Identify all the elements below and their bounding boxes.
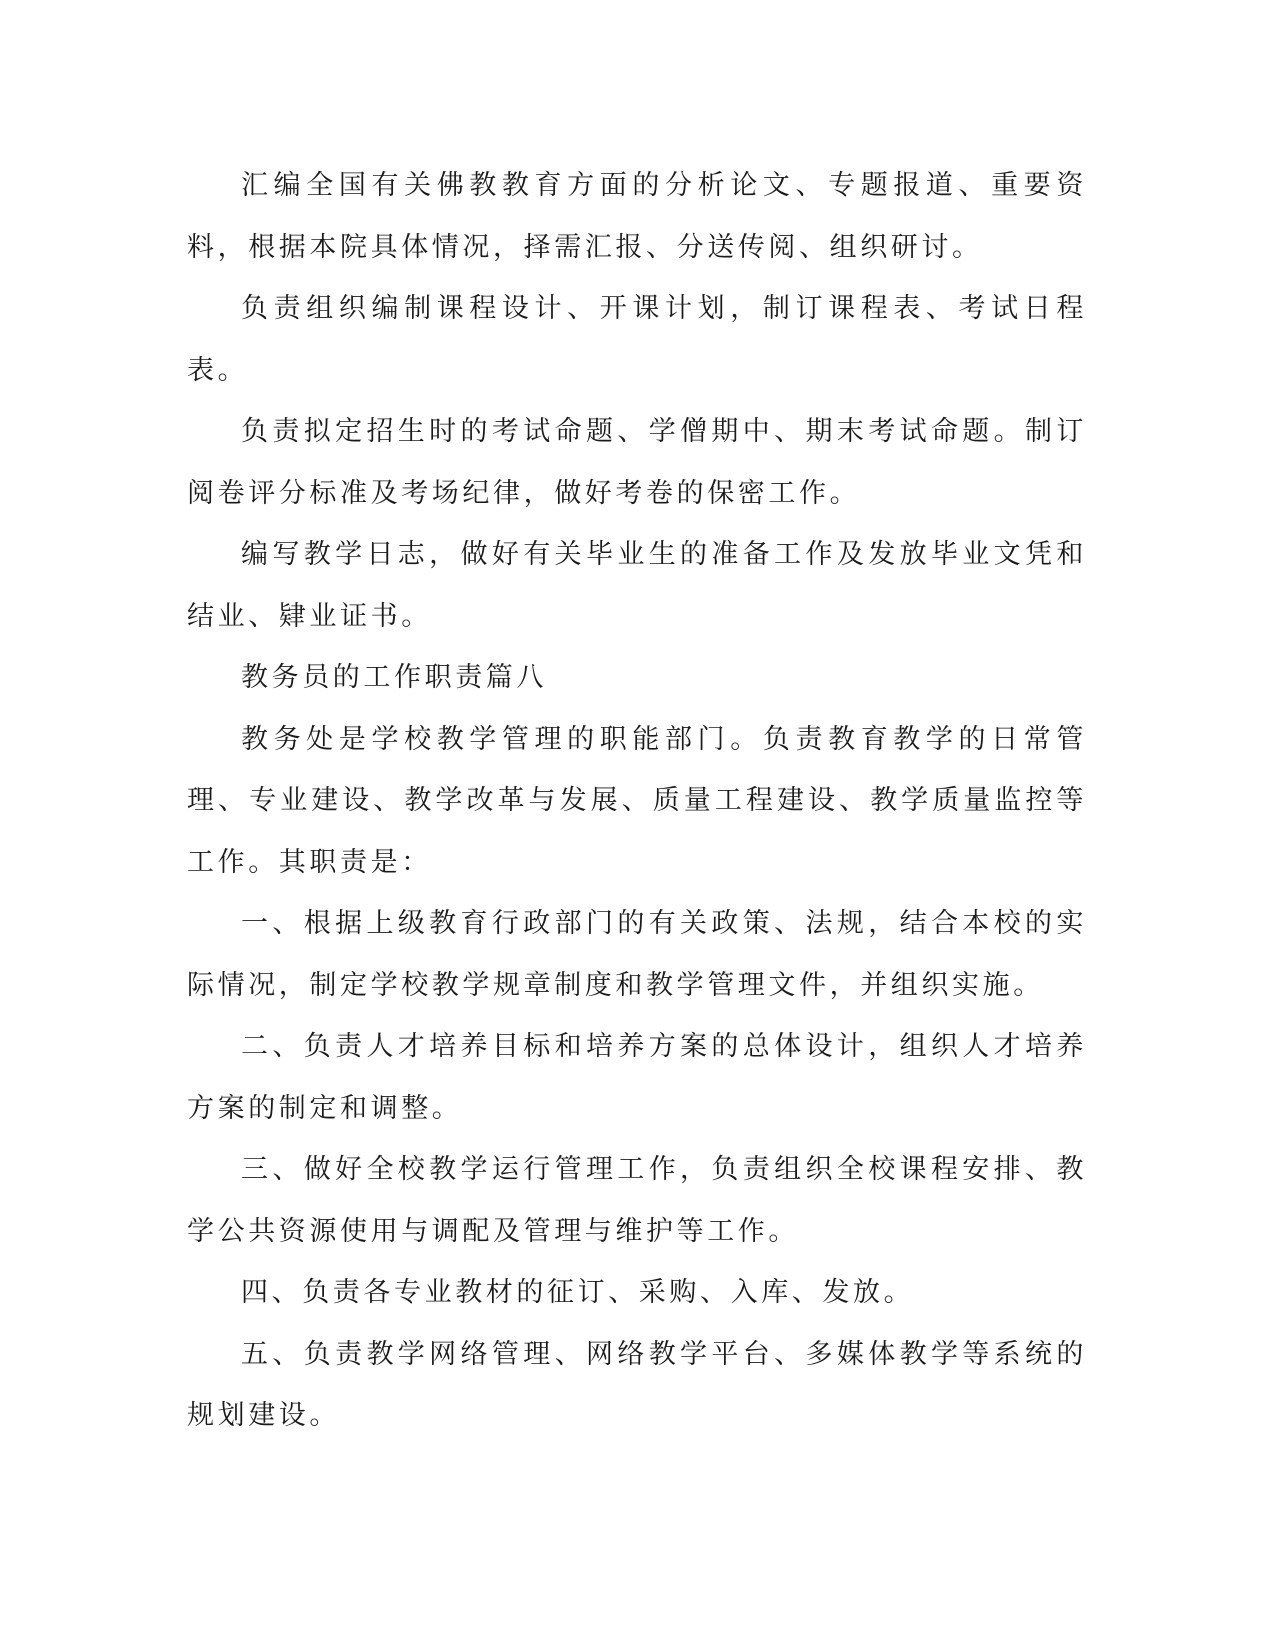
paragraph: 负责拟定招生时的考试命题、学僧期中、期末考试命题。制订阅卷评分标准及考场纪律，做好考卷的保密工作。 [187, 416, 1087, 509]
paragraph: 教务处是学校教学管理的职能部门。负责教育教学的日常管理、专业建设、教学改革与发展、质量工程建设、教学质量监控等工作。其职责是： [187, 723, 1087, 878]
paragraph: 一、根据上级教育行政部门的有关政策、法规，结合本校的实际情况，制定学校教学规章制度和教学管理文件，并组织实施。 [187, 908, 1087, 1001]
paragraph: 负责组织编制课程设计、开课计划，制订课程表、考试日程表。 [187, 293, 1087, 386]
paragraph: 四、负责各专业教材的征订、采购、入库、发放。 [241, 1277, 915, 1308]
document-body [187, 155, 1087, 1447]
paragraph: 编写教学日志，做好有关毕业生的准备工作及发放毕业文凭和结业、肄业证书。 [187, 539, 1087, 632]
paragraph: 汇编全国有关佛教教育方面的分析论文、专题报道、重要资料，根据本院具体情况，择需汇报、分送传阅、组织研讨。 [187, 170, 1087, 263]
paragraph: 二、负责人才培养目标和培养方案的总体设计，组织人才培养方案的制定和调整。 [187, 1031, 1087, 1124]
section-heading: 教务员的工作职责篇八 [241, 662, 547, 693]
paragraph: 三、做好全校教学运行管理工作，负责组织全校课程安排、教学公共资源使用与调配及管理与维护等工作。 [187, 1154, 1087, 1247]
paragraph: 五、负责教学网络管理、网络教学平台、多媒体教学等系统的规划建设。 [187, 1338, 1087, 1431]
